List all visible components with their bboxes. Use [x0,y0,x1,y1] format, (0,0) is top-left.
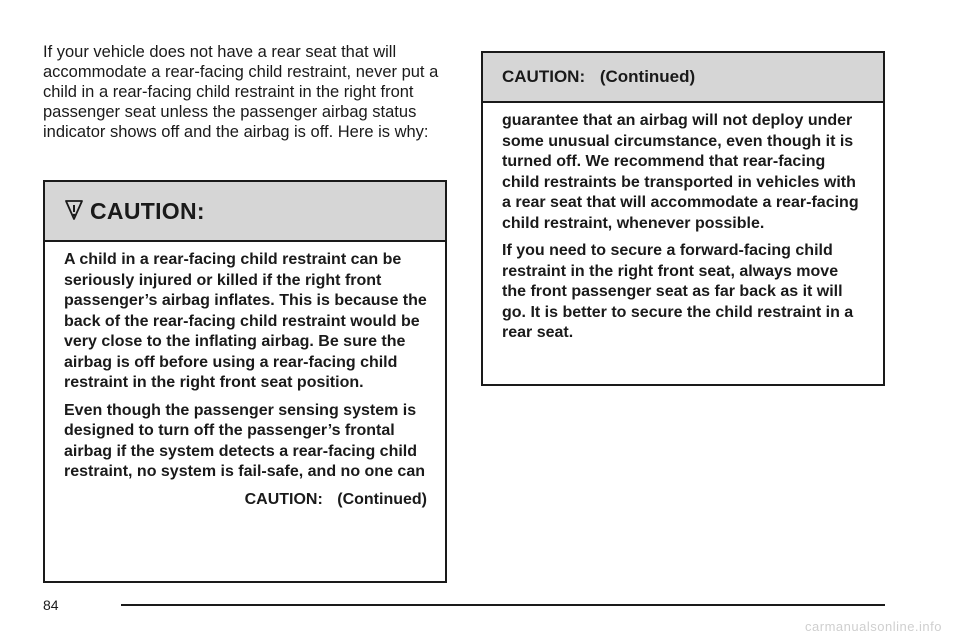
caution-header [45,182,445,242]
caution-continued-header [483,53,883,103]
caution-paragraph: A child in a rear-facing child restraint can be seriously injured or killed if the right front passenger’s airbag inflates. This is because the back of the rear-facing child restraint would be very close to the inflating airbag. Be sure the airbag is off before using a rear-facing child restraint in the right front seat position. [64,251,427,391]
caution-paragraph: If you need to secure a forward-facing child restraint in the right front seat, always move the front passenger seat as far back as it will go. It is better to secure the child restraint in a rear seat. [502,242,854,341]
caution-box [43,180,447,583]
warning-triangle-icon [64,198,84,222]
footer-divider [121,604,885,606]
caution-body [45,242,445,510]
caution-continued-label: CAUTION: (Continued) [244,490,427,508]
watermark: carmanualsonline.info [805,619,942,634]
caution-title: CAUTION: [90,197,205,224]
caution-continued-title: CAUTION: (Continued) [502,67,696,86]
caution-continued-body [483,103,883,344]
page-number: 84 [43,597,59,613]
caution-continued-box [481,51,885,386]
intro-paragraph: If your vehicle does not have a rear seat that will accommodate a rear-facing child restraint, never put a child in a rear-facing child restraint in the right front passenger seat unless the passenger airbag status indicator shows off and the airbag is off. Here is why: [43,43,439,141]
caution-paragraph: Even though the passenger sensing system is designed to turn off the passenger’s frontal airbag if the system detects a rear-facing child restraint, no system is fail-safe, and no one can [64,401,425,480]
caution-paragraph: guarantee that an airbag will not deploy under some unusual circumstance, even though it is turned off. We recommend that rear-facing child restraints be transported in vehicles with a rear seat that will accommodate a rear-facing child restraint, whenever possible. [502,112,859,232]
